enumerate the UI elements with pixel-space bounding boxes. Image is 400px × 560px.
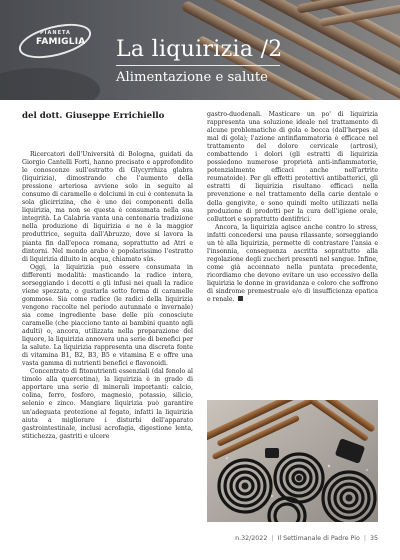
page-number: 35 xyxy=(369,535,378,542)
page-footer xyxy=(235,535,378,542)
magazine-logo xyxy=(18,20,100,60)
title-divider xyxy=(116,65,280,66)
end-of-article-mark xyxy=(238,296,243,301)
liquorice-candy-photo xyxy=(207,400,378,522)
body-paragraph xyxy=(207,224,378,304)
body-text: gastro-duodenali. Masticare un po' di liquirizia rappresenta una soluzione ideale nel trattamento di alcune problematiche di gola e bocca (dall'herpes al mal di gola); l'azione antinfiammatoria è efficace nel trattamento del dolore cervicale (artrosi), combattendo i dolori (gli estratti di liquirizia possiedono numerose proprietà anti-infiammatorie, potenzialmente efficaci anche nell'artrite reumatoide). Per gli effetti protettivi antibatterici, gli estratti di liquirizia risultano efficaci nella prevenzione e nel trattamento della carie dentale e della gengivite, e sono quindi molto utilizzati nella produzione di prodotti per la cura dell'igiene orale, colluttori e soprattutto dentifrici. xyxy=(207,111,378,223)
logo-main-text: FAMIGLIA xyxy=(36,37,86,47)
article-author: del dott. Giuseppe Errichiello xyxy=(22,111,165,121)
body-paragraph-continued xyxy=(207,111,378,224)
footer-separator: | xyxy=(271,535,274,542)
body-paragraph: Oggi, la liquirizia può essere consumata in differenti modalità: masticando la radice intera, sorseggiando i decotti e gli infusi nei quali la radice viene spezzata, o gustarla sotto forma di caramelle gommose. Sia come radice (le radici della liquirizia vengono raccolte nel periodo autunnale e invernale) sia come ingrediente base delle più conosciute caramelle (che piacciono tanto ai bambini quanto agli adulti) o, ancora, utilizzata nella preparazione del liquore, la liquirizia annovera una serie di benefici per la salute. La liquirizia rappresenta una discreta fonte di vitamina B1, B2, B3, B5 e vitamina E e offre una vasta gamma di nutrienti benefici e flavonoidi. xyxy=(22,263,193,368)
article-title: La liquirizia /2 xyxy=(116,37,283,62)
issue-number: n.32/2022 xyxy=(235,535,268,542)
body-paragraph: Ricercatori dell'Università di Bologna, guidati da Giorgio Cantelli Forti, hanno precisato e approfondito le conoscenze sull'estratto di Glycyrrhiza glabra (liquirizia), dimostrando che l'aumento della pressione arteriosa avviene solo in seguito al consumo di caramelle e dolciumi in cui è contenuta la sola glicirrizina, che è uno dei componenti della liquirizia, ma non se questa è consumata nella sua integrità. La Calabria vanta una centenaria tradizione nella produzione di liquirizia e ne è la maggior produttrice, seguita dall'Abruzzo, dove si lavora la pianta fin dall'epoca romana, soprattutto ad Atri e dintorni. Nel mondo arabo è popolarissimo l'estratto di liquirizia diluito in acqua, chiamato sûs. xyxy=(22,151,193,263)
header-banner xyxy=(0,0,400,100)
body-text: Ancora, la liquirizia agisce anche contro lo stress, infatti concedersi una pausa rilassante, sorseggiando un tè alla liquirizia, permette di contrastare l'ansia e l'insonnia, conseguenza ascritta soprattutto alla regolazione degli zuccheri presenti nel sangue. Infine, come già accennato nella puntata precedente, ricordiamo che devono evitare un uso eccessivo della liquirizia le donne in gravidanza e coloro che soffrono di sindrome premestruale e/o di insufficienza epatica e renale. xyxy=(207,223,378,304)
liquorice-candy-illustration xyxy=(207,400,378,522)
article-subtitle: Alimentazione e salute xyxy=(116,70,268,85)
footer-separator: | xyxy=(363,535,366,542)
magazine-name: Il Settimanale di Padre Pio xyxy=(277,535,360,542)
body-paragraph: Concentrato di fitonutrienti essenziali (dal fenolo al timolo alla quercetina), la liquirizia è in grado di apportare una serie di minerali importanti: calcio, colina, ferro, fosforo, magnesio, potassio, silicio, selenio e zinco. Mangiare liquirizia può garantire un'adeguata protezione al fegato, infatti la liquirizia aiuta a migliorare i disturbi dell'apparato gastrointestinale, inclusi acrofagia, digestione lenta, stitichezza, gastriti e ulcere xyxy=(22,368,193,440)
body-column-right xyxy=(207,111,378,355)
body-column-left xyxy=(22,151,193,539)
logo-top-text: PIANETA xyxy=(40,30,71,36)
